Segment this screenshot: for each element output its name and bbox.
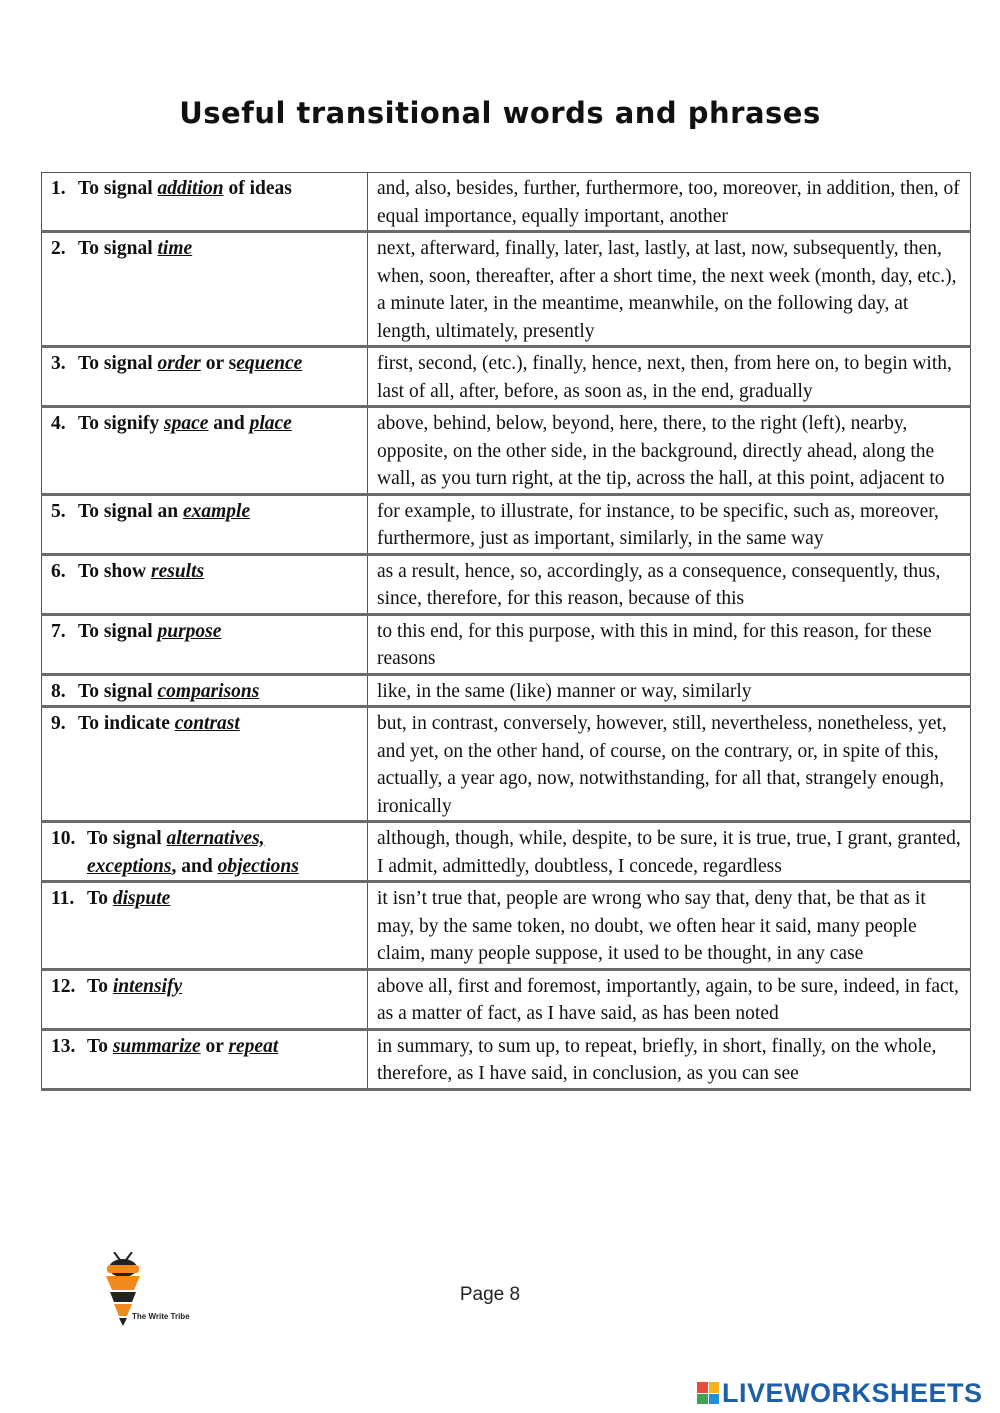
category-label [42,494,368,554]
label-prefix: To [87,975,113,997]
row-number: 10. [51,828,76,849]
category-label [42,1029,368,1089]
transition-words: as a result, hence, so, accordingly, as a consequence, consequently, thus, since, therefore, for this reason, because of this [368,554,971,614]
table-row [42,554,971,614]
label-line [51,710,359,738]
table-row [42,822,971,882]
category-label [42,969,368,1029]
table-row [42,614,971,674]
label-line [51,410,359,438]
label-keyword: objections [217,855,299,877]
label-line [51,1033,359,1061]
row-number: 11. [51,888,75,909]
label-prefix: To signal an [78,500,183,522]
transition-words: in summary, to sum up, to repeat, briefly, in short, finally, on the whole, therefore, as I have said, in conclusion, as you can see [368,1029,971,1089]
label-line [51,825,359,853]
label-line [51,973,359,1001]
row-number: 2. [51,238,66,259]
label-keyword: repeat [228,1035,279,1057]
category-label [42,232,368,347]
table-row [42,173,971,232]
liveworksheets-brand[interactable] [697,1376,983,1410]
category-label [42,882,368,970]
transition-words: but, in contrast, conversely, however, still, nevertheless, nonetheless, yet, and yet, on the other hand, of course, on the contrary, or, in spite of this, actually, a year ago, now, notwithstanding, for all that, strangely enough, ironically [368,707,971,822]
label-keyword: contrast [174,713,240,734]
label-line [51,678,359,706]
table-row [42,674,971,707]
label-prefix: To show [78,560,151,582]
label-keyword: dispute [112,888,171,909]
label-prefix: To [87,888,113,909]
transitions-table-body [42,173,971,1090]
label-prefix: To [87,1035,113,1057]
table-row [42,969,971,1029]
table-row [42,494,971,554]
label-keyword: exceptions [87,855,172,877]
category-label [42,347,368,407]
table-row [42,882,971,970]
category-label [42,822,368,882]
label-line [51,498,359,526]
label-middle: or s [200,353,237,374]
brand-text: LIVEWORKSHEETS [722,1377,983,1408]
label-keyword: place [249,413,292,434]
table-row [42,1029,971,1089]
label-line [51,175,359,203]
row-number: 13. [51,1035,76,1057]
transition-words: like, in the same (like) manner or way, similarly [368,674,971,707]
label-line [51,235,359,263]
label-keyword: summarize [112,1035,201,1057]
label-middle: of ideas [223,178,292,199]
label-prefix: To signal [78,238,158,259]
transition-words: next, afterward, finally, later, last, lastly, at last, now, subsequently, then, when, soon, thereafter, after a short time, the next week (month, day, etc.), a minute later, in the meantime, meanwhile, on the following day, at length, ultimately, presently [368,232,971,347]
category-label [42,614,368,674]
row-number: 8. [51,680,66,702]
label-keyword: results [150,560,205,582]
row-number: 5. [51,500,66,522]
row-number: 3. [51,353,66,374]
label-keyword: space [163,413,209,434]
transitions-table [41,172,971,1091]
label-prefix: To signal [78,353,158,374]
label-keyword: equence [236,353,303,374]
label-keyword: example [182,500,251,522]
label-prefix: To signal [87,828,167,849]
label-line [51,350,359,378]
label-prefix: To signal [78,620,158,642]
label-middle: or [200,1035,229,1057]
label-keyword: alternatives, [166,828,265,849]
label-middle: and [208,413,250,434]
transition-words: and, also, besides, further, furthermore, too, moreover, in addition, then, of equal importance, equally important, another [368,173,971,232]
cut-off-text-line [41,1102,971,1116]
label-prefix: To signify [78,413,164,434]
label-middle: , and [171,855,218,877]
row-number: 6. [51,560,66,582]
transition-words: to this end, for this purpose, with this in mind, for this reason, for these reasons [368,614,971,674]
row-number: 4. [51,413,66,434]
row-number: 12. [51,975,76,997]
label-keyword: purpose [157,620,222,642]
label-keyword: addition [157,178,224,199]
label-prefix: To signal [78,680,158,702]
category-label [42,674,368,707]
transition-words: for example, to illustrate, for instance, to be specific, such as, moreover, furthermore, just as important, similarly, in the same way [368,494,971,554]
label-line [51,853,359,881]
transition-words: above all, first and foremost, importantly, again, to be sure, indeed, in fact, as a matter of fact, as I have said, as has been noted [368,969,971,1029]
label-keyword: time [157,238,193,259]
label-prefix: To indicate [78,713,175,734]
category-label [42,554,368,614]
table-row [42,707,971,822]
category-label [42,173,368,232]
transition-words: above, behind, below, beyond, here, there, to the right (left), nearby, opposite, on the other side, in the background, directly ahead, along the wall, as you turn right, at the tip, across the hall, at this point, adjacent to [368,407,971,495]
label-prefix: To signal [78,178,158,199]
table-row [42,347,971,407]
transition-words: first, second, (etc.), finally, hence, next, then, from here on, to begin with, last of all, after, before, as soon as, in the end, gradually [368,347,971,407]
label-keyword: order [157,353,201,374]
category-label [42,407,368,495]
row-number: 9. [51,713,66,734]
label-line [51,558,359,586]
logo-text: The Write Tribe [132,1312,190,1321]
liveworksheets-logo-icon [697,1382,719,1404]
label-keyword: comparisons [157,680,260,702]
transition-words: although, though, while, despite, to be sure, it is true, true, I grant, granted, I admit, admittedly, doubtless, I concede, regardless [368,822,971,882]
page-number: Page 8 [459,1284,521,1305]
category-label [42,707,368,822]
label-line [51,618,359,646]
row-number: 1. [51,178,66,199]
table-row [42,407,971,495]
table-row [42,232,971,347]
label-line [51,885,359,913]
transition-words: it isn’t true that, people are wrong who say that, deny that, be that as it may, by the same token, no doubt, we often hear it said, many people claim, many people suppose, it used to be thought, in any case [368,882,971,970]
row-number: 7. [51,620,66,642]
page-title: Useful transitional words and phrases [179,96,821,130]
label-keyword: intensify [112,975,183,997]
